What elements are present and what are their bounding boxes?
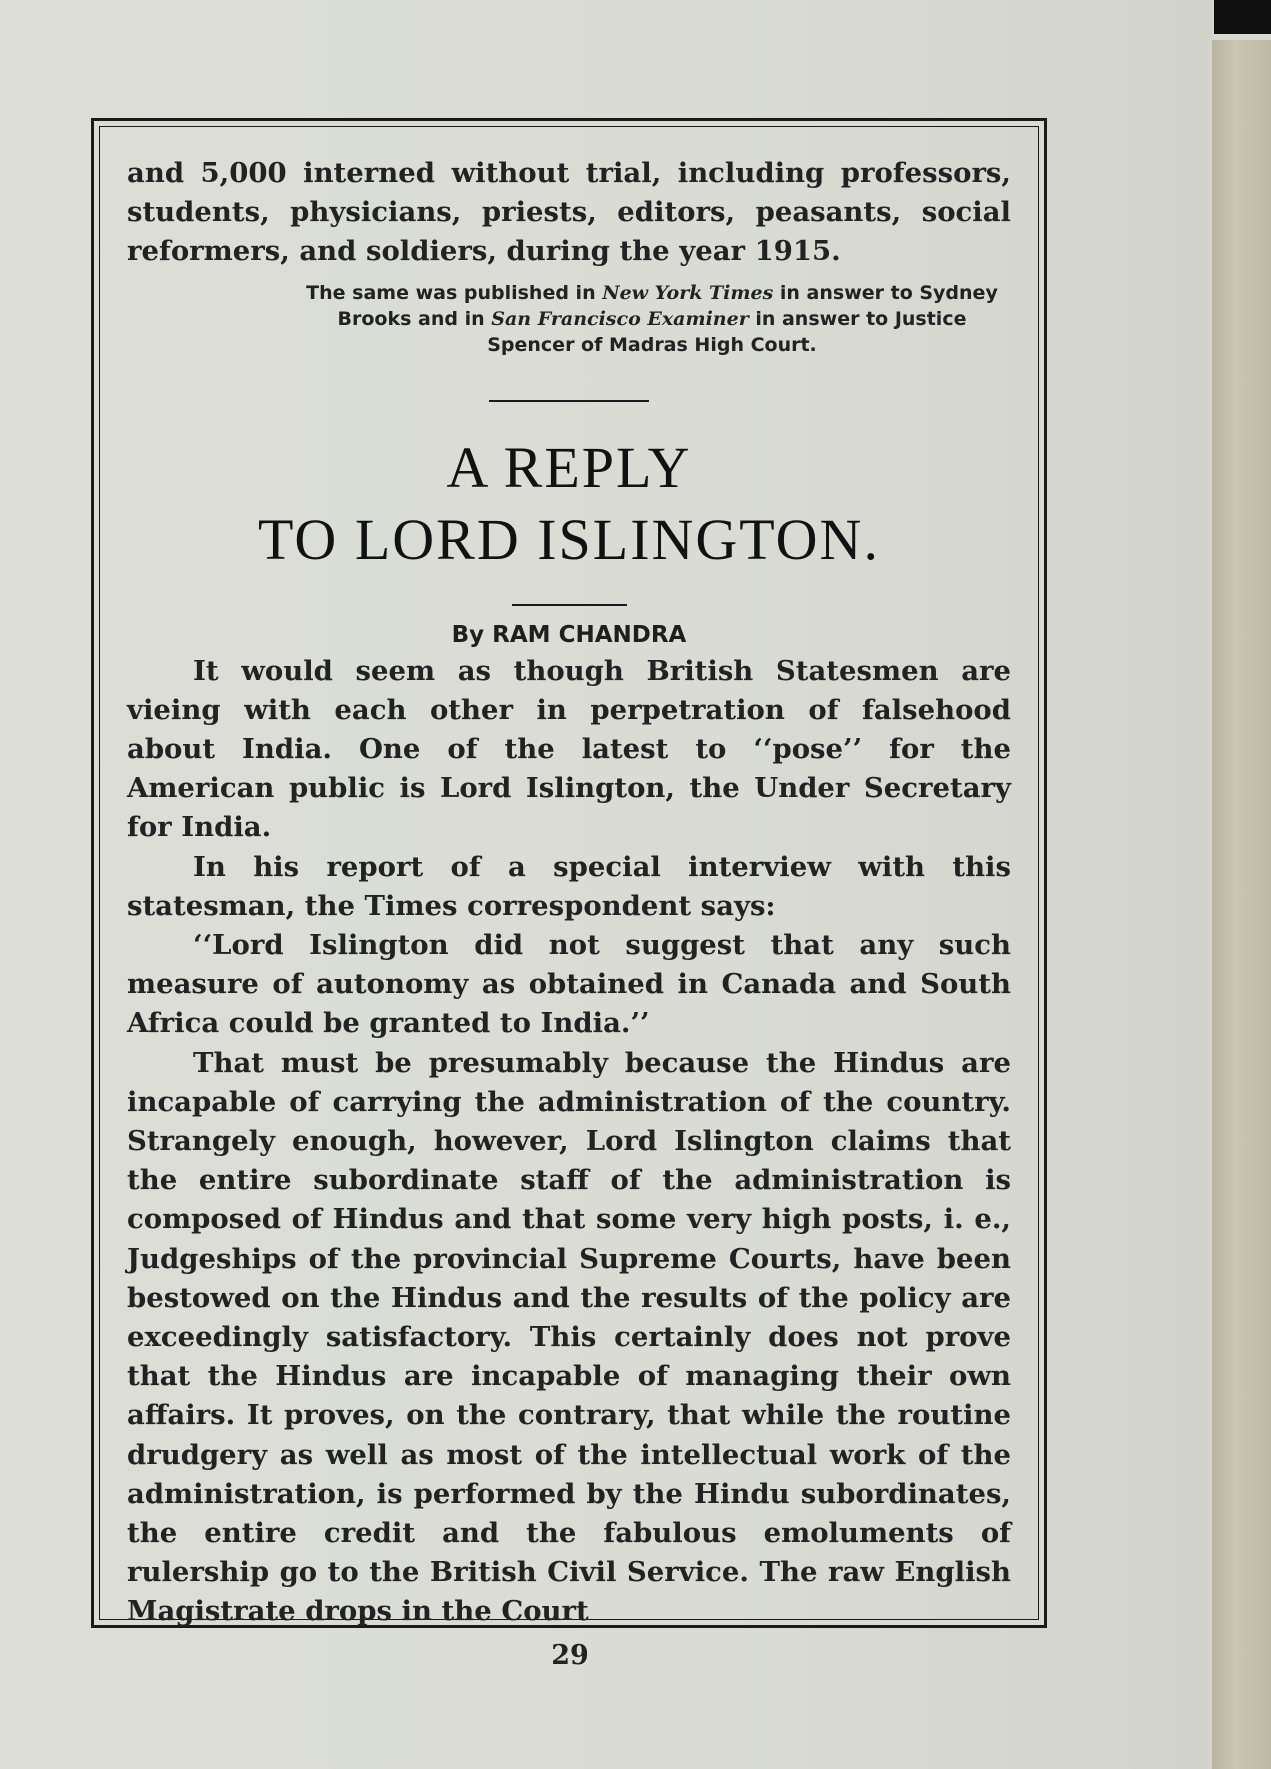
- article-title: [127, 432, 1011, 576]
- section-divider: [489, 400, 649, 402]
- background-corner: [1214, 0, 1271, 34]
- title-divider: [512, 604, 627, 606]
- body-paragraph-3: That must be presumably because the Hindus are incapable of carrying the administration of the country. Strangely enough, however, Lord Islington claims that the entire subordinate staff of the administration is composed of Hindus and that some very high posts, i. e., Judgeships of the provincial Supreme Courts, have been bestowed on the Hindus and the results of the policy are exceedingly satisfactory. This certainly does not prove that the Hindus are incapable of managing their own affairs. It proves, on the contrary, that while the routine drudgery as well as most of the intellectual work of the administration, is performed by the Hindu subordinates, the entire credit and the fabulous emoluments of rulership go to the British Civil Service. The raw English Magistrate drops in the Court: [127, 1046, 1011, 1628]
- page-number: 29: [551, 1640, 589, 1671]
- title-line-2: TO LORD ISLINGTON.: [258, 506, 880, 572]
- page-content: [127, 154, 1011, 1632]
- page-edge: [1212, 40, 1271, 1769]
- quote-paragraph: ‘‘Lord Islington did not suggest that any such measure of autonomy as obtained in Canada and South Africa could be granted to India.’’: [127, 929, 1011, 1040]
- note-text-1: The same was published in: [306, 281, 603, 304]
- body-paragraph-2: In his report of a special interview with this statesman, the Times correspondent says:: [127, 850, 1011, 922]
- title-line-1: A REPLY: [446, 434, 692, 500]
- newspaper-name-1: New York Times: [602, 281, 774, 304]
- byline: By RAM CHANDRA: [451, 621, 687, 648]
- top-paragraph: and 5,000 interned without trial, including professors, students, physicians, priests, editors, peasants, social reformers, and soldiers, during the year 1915.: [127, 157, 1011, 268]
- body-paragraph-1: It would seem as though British Statesmen are vieing with each other in perpetration of falsehood about India. One of the latest to ‘‘pose’’ for the American public is Lord Islington, the Under Secretary for India.: [127, 654, 1011, 844]
- newspaper-name-2: San Francisco Examiner: [491, 307, 749, 330]
- note-text-2: in answer to Sydney Brooks and in: [337, 281, 998, 330]
- note-text-3: in answer to Justice Spencer of Madras High Court.: [487, 307, 967, 356]
- publication-note: [297, 280, 1007, 358]
